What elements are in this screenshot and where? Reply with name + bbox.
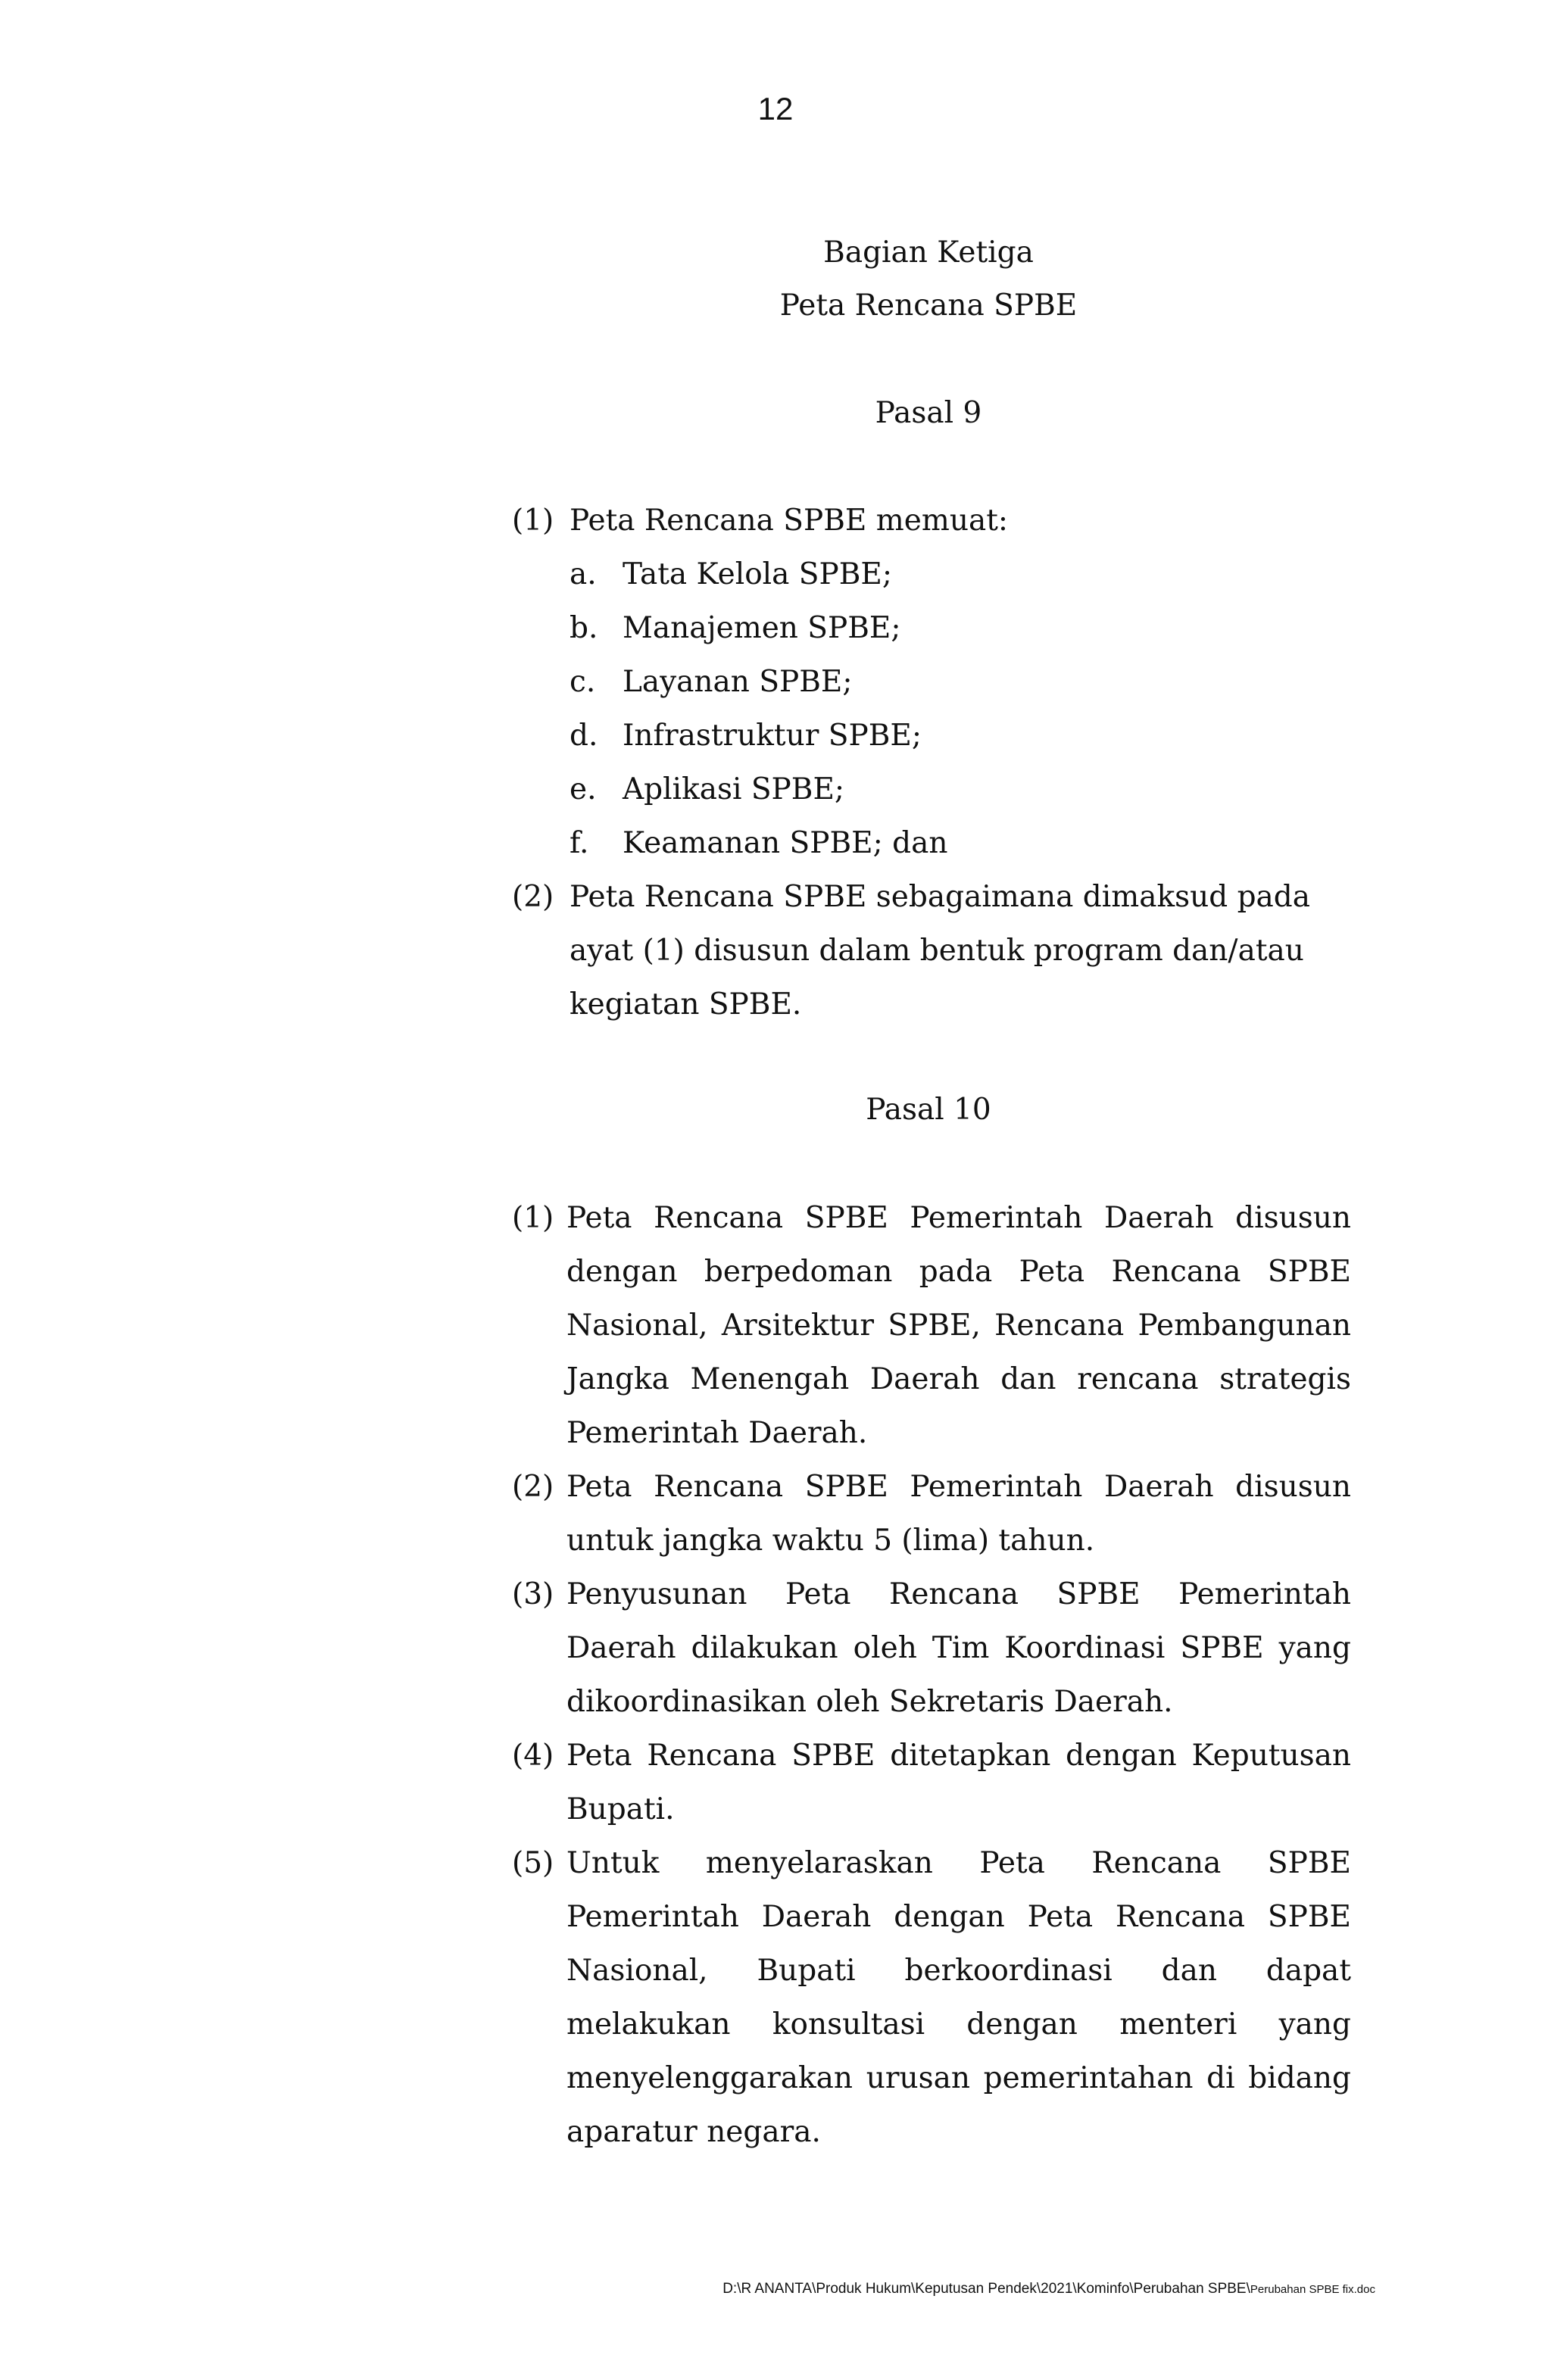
ayat-line: Peta Rencana SPBE ditetapkan dengan Keputusan — [566, 1739, 1351, 1773]
list-text: Layanan SPBE; — [623, 665, 853, 699]
ayat-line: Peta Rencana SPBE Pemerintah Daerah disusun — [566, 1201, 1351, 1235]
ayat-text: Peta Rencana SPBE memuat: — [570, 504, 1009, 538]
ayat-line: Pemerintah Daerah. — [566, 1416, 868, 1450]
section-part: Bagian Ketiga — [823, 236, 1034, 270]
ayat-line: Pemerintah Daerah dengan Peta Rencana SPBE — [566, 1900, 1351, 1934]
section-title: Peta Rencana SPBE — [779, 289, 1078, 323]
list-text: Manajemen SPBE; — [623, 611, 901, 645]
ayat-number: (1) — [512, 1201, 554, 1235]
pasal-10-title: Pasal 10 — [866, 1093, 991, 1127]
ayat-line: untuk jangka waktu 5 (lima) tahun. — [566, 1524, 1095, 1558]
ayat-line: menyelenggarakan urusan pemerintahan di bidang — [566, 2061, 1351, 2095]
list-text: Infrastruktur SPBE; — [623, 719, 922, 753]
ayat-number: (5) — [512, 1846, 554, 1880]
ayat-number: (2) — [512, 880, 554, 914]
ayat-line: Nasional, Arsitektur SPBE, Rencana Pembangunan — [566, 1309, 1351, 1343]
ayat-line: Nasional, Bupati berkoordinasi dan dapat — [566, 1954, 1351, 1988]
list-letter: a. — [570, 557, 597, 591]
ayat-number: (4) — [512, 1739, 554, 1773]
list-text: Keamanan SPBE; dan — [623, 826, 948, 860]
ayat-line: ayat (1) disusun dalam bentuk program dan/atau — [570, 934, 1304, 968]
ayat-number: (1) — [512, 504, 554, 538]
list-letter: f. — [570, 826, 589, 860]
ayat-number: (2) — [512, 1470, 554, 1504]
file-path-footer — [0, 2280, 1375, 2299]
footer-filename: Perubahan SPBE fix.doc — [1250, 2283, 1375, 2296]
list-letter: b. — [570, 611, 598, 645]
ayat-line: kegiatan SPBE. — [570, 987, 802, 1022]
list-text: Aplikasi SPBE; — [623, 772, 845, 806]
ayat-line: dikoordinasikan oleh Sekretaris Daerah. — [566, 1685, 1173, 1719]
ayat-line: Penyusunan Peta Rencana SPBE Pemerintah — [566, 1577, 1351, 1611]
ayat-line: Jangka Menengah Daerah dan rencana strategis — [566, 1362, 1351, 1396]
list-letter: c. — [570, 665, 596, 699]
ayat-line: melakukan konsultasi dengan menteri yang — [566, 2007, 1351, 2042]
ayat-line: Peta Rencana SPBE sebagaimana dimaksud pada — [570, 880, 1311, 914]
ayat-line: dengan berpedoman pada Peta Rencana SPBE — [566, 1255, 1351, 1289]
ayat-line: Untuk menyelaraskan Peta Rencana SPBE — [566, 1846, 1351, 1880]
ayat-number: (3) — [512, 1577, 554, 1611]
ayat-line: Bupati. — [566, 1792, 675, 1826]
footer-path: D:\R ANANTA\Produk Hukum\Keputusan Pendek\2021\Kominfo\Perubahan SPBE\ — [722, 2281, 1250, 2297]
ayat-line: Peta Rencana SPBE Pemerintah Daerah disusun — [566, 1470, 1351, 1504]
list-letter: d. — [570, 719, 598, 753]
pasal-9-title: Pasal 9 — [875, 396, 982, 430]
page-number: 12 — [757, 91, 794, 126]
ayat-line: aparatur negara. — [566, 2115, 821, 2149]
list-text: Tata Kelola SPBE; — [623, 557, 893, 591]
list-letter: e. — [570, 772, 597, 806]
ayat-line: Daerah dilakukan oleh Tim Koordinasi SPBE yang — [566, 1631, 1351, 1665]
